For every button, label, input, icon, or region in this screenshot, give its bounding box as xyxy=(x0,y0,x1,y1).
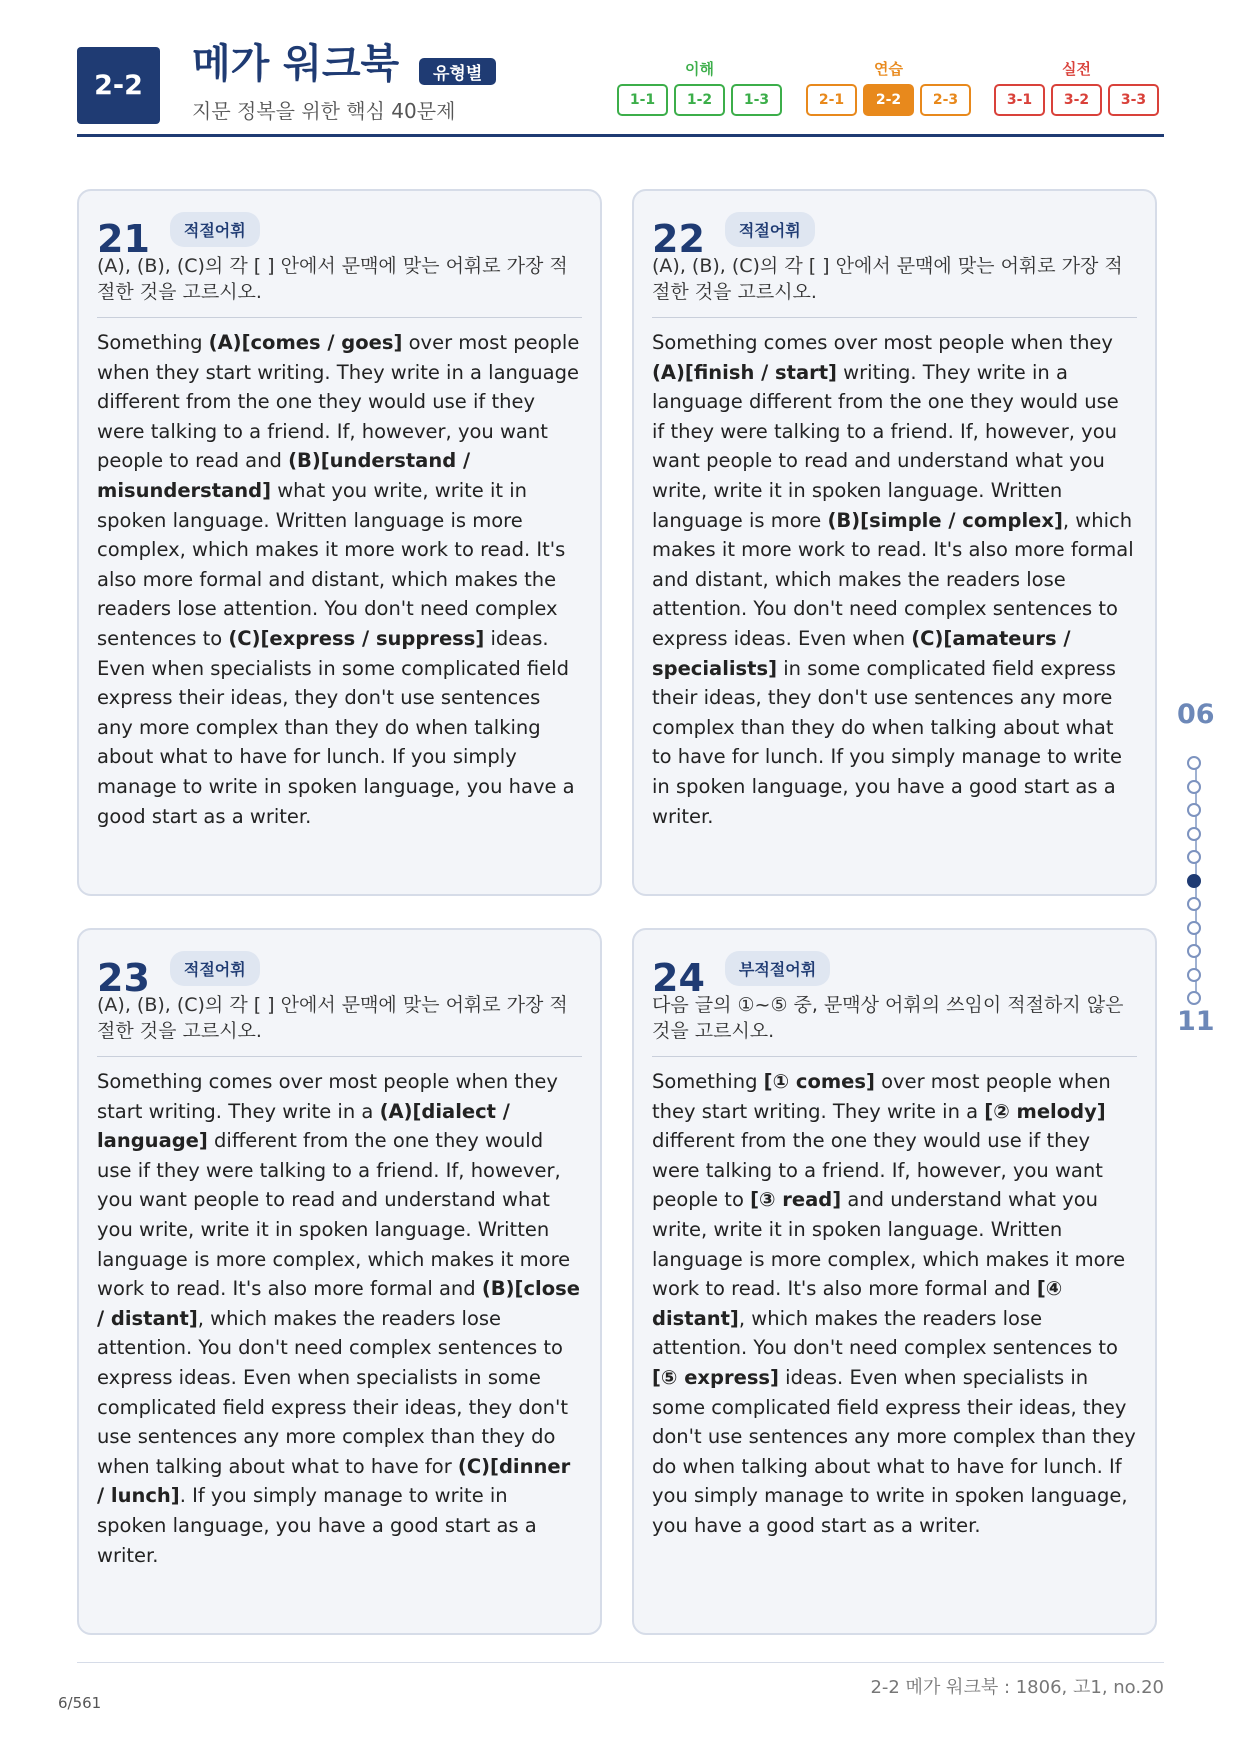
answer-option: (C)[dinner / lunch] xyxy=(97,1454,571,1508)
progress-dot xyxy=(1187,921,1201,935)
question-instruction: 다음 글의 ①~⑤ 중, 문맥상 어휘의 쓰임이 적절하지 않은 것을 고르시오. xyxy=(652,992,1137,1057)
level-group-practice xyxy=(806,58,971,116)
question-number: 24 xyxy=(652,956,705,1000)
step-2-2[interactable]: 2-2 xyxy=(863,84,914,116)
answer-option: [④ distant] xyxy=(652,1277,1063,1330)
footer-source: 2-2 메가 워크북 : 1806, 고1, no.20 xyxy=(870,1677,1164,1698)
progress-dot-current xyxy=(1187,874,1201,888)
step-2-1[interactable]: 2-1 xyxy=(806,84,857,116)
question-number: 22 xyxy=(652,217,705,261)
level-title: 실전 xyxy=(1062,60,1091,78)
answer-option: (B)[understand / misunderstand] xyxy=(97,449,471,502)
progress-dot xyxy=(1187,780,1201,794)
question-number: 21 xyxy=(97,217,150,261)
question-card-24 xyxy=(632,928,1157,1635)
step-3-3[interactable]: 3-3 xyxy=(1108,84,1159,116)
footer-divider xyxy=(77,1662,1164,1663)
answer-option: (C)[amateurs / specialists] xyxy=(652,626,1071,680)
level-title: 이해 xyxy=(685,60,714,78)
progress-dot xyxy=(1187,756,1201,770)
progress-dot xyxy=(1187,827,1201,841)
question-passage: Something (A)[comes / goes] over most people when they start writing. They write in a language different from the one they would use if they were talking to a friend. If, however, you want people to read and (B)[understand / misunderstand] what you write, write it in spoken language. Written language is more complex, which makes it more work to read. It's also more formal and distant, which makes the readers lose attention. You don't need complex sentences to (C)[express / suppress] ideas. Even when specialists in some complicated field express their ideas, they don't use sentences any more complex than they do when talking about what to have for lunch. If you simply manage to write in spoken language, you have a good start as a writer. xyxy=(97,331,580,828)
question-instruction: (A), (B), (C)의 각 [ ] 안에서 문맥에 맞는 어휘로 가장 적절한 것을 고르시오. xyxy=(97,253,582,318)
question-card-23 xyxy=(77,928,602,1635)
answer-option: (B)[simple / complex] xyxy=(827,508,1063,532)
question-instruction: (A), (B), (C)의 각 [ ] 안에서 문맥에 맞는 어휘로 가장 적절한 것을 고르시오. xyxy=(652,253,1137,318)
question-card-22 xyxy=(632,189,1157,896)
progress-dot xyxy=(1187,944,1201,958)
answer-option: [① comes] xyxy=(763,1070,875,1093)
question-passage: Something comes over most people when they (A)[finish / start] writing. They write in a language different from the one they would use if they were talking to a friend. If, however, you want people to read and understand what you write, write it in spoken language. Written language is more (B)[simple / complex], which makes it more work to read. It's also more formal and distant, which makes the readers lose attention. You don't need complex sentences to express ideas. Even when (C)[amateurs / specialists] in some complicated field express their ideas, they don't use sentences any more complex than they do when talking about what to have for lunch. If you simply manage to write in spoken language, you have a good start as a writer. xyxy=(652,331,1134,828)
step-3-2[interactable]: 3-2 xyxy=(1051,84,1102,116)
question-tag: 적절어휘 xyxy=(170,951,260,986)
answer-option: (A)[finish / start] xyxy=(652,360,837,384)
answer-option: (A)[dialect / language] xyxy=(97,1099,510,1153)
progress-end-number: 11 xyxy=(1177,1006,1215,1037)
answer-option: (B)[close / distant] xyxy=(97,1277,580,1330)
progress-dot xyxy=(1187,850,1201,864)
level-group-understanding xyxy=(617,58,782,116)
answer-option: [② melody] xyxy=(984,1099,1106,1123)
step-1-2[interactable]: 1-2 xyxy=(674,84,725,116)
progress-dot xyxy=(1187,991,1201,1005)
step-3-1[interactable]: 3-1 xyxy=(994,84,1045,116)
question-instruction: (A), (B), (C)의 각 [ ] 안에서 문맥에 맞는 어휘로 가장 적절한 것을 고르시오. xyxy=(97,992,582,1057)
question-tag: 적절어휘 xyxy=(170,212,260,247)
question-passage: Something [① comes] over most people when they start writing. They write in a [② melody] different from the one they would use if they were talking to a friend. If, however, you want people to [③ read] and understand what you write, write it in spoken language. Written language is more complex, which makes it more work to read. It's also more formal and [④ distant], which makes the readers lose attention. You don't need complex sentences to [⑤ express] ideas. Even when specialists in some complicated field express their ideas, they don't use sentences any more complex than they do when talking about what to have for lunch. If you simply manage to write in spoken language, you have a good start as a writer. xyxy=(652,1070,1136,1537)
progress-dot xyxy=(1187,897,1201,911)
page-title: 메가 워크북 xyxy=(192,41,400,87)
level-title: 연습 xyxy=(874,60,903,78)
step-1-3[interactable]: 1-3 xyxy=(731,84,782,116)
step-2-3[interactable]: 2-3 xyxy=(920,84,971,116)
answer-option: [③ read] xyxy=(750,1188,842,1212)
unit-badge: 2-2 xyxy=(77,47,160,124)
question-tag: 부적절어휘 xyxy=(725,951,830,986)
progress-dot xyxy=(1187,803,1201,817)
question-tag: 적절어휘 xyxy=(725,212,815,247)
step-1-1[interactable]: 1-1 xyxy=(617,84,668,116)
progress-dot xyxy=(1187,968,1201,982)
level-group-real xyxy=(994,58,1159,116)
type-tag: 유형별 xyxy=(419,58,496,85)
question-number: 23 xyxy=(97,956,150,1000)
page-number: 6/561 xyxy=(58,1694,102,1712)
question-passage: Something comes over most people when they start writing. They write in a (A)[dialect / language] different from the one they would use if they were talking to a friend. If, however, you want people to read and understand what you write, write it in spoken language. Written language is more complex, which makes it more work to read. It's also more formal and (B)[close / distant], which makes the readers lose attention. You don't need complex sentences to express ideas. Even when specialists in some complicated field express their ideas, they don't use sentences any more complex than they do when talking about what to have for (C)[dinner / lunch]. If you simply manage to write in spoken language, you have a good start as a writer. xyxy=(97,1070,580,1567)
answer-option: (A)[comes / goes] xyxy=(208,331,403,354)
progress-start-number: 06 xyxy=(1177,699,1215,730)
question-card-21 xyxy=(77,189,602,896)
header-divider xyxy=(77,134,1164,137)
answer-option: (C)[express / suppress] xyxy=(228,626,485,650)
answer-option: [⑤ express] xyxy=(652,1365,779,1389)
page-subtitle: 지문 정복을 위한 핵심 40문제 xyxy=(192,99,456,123)
